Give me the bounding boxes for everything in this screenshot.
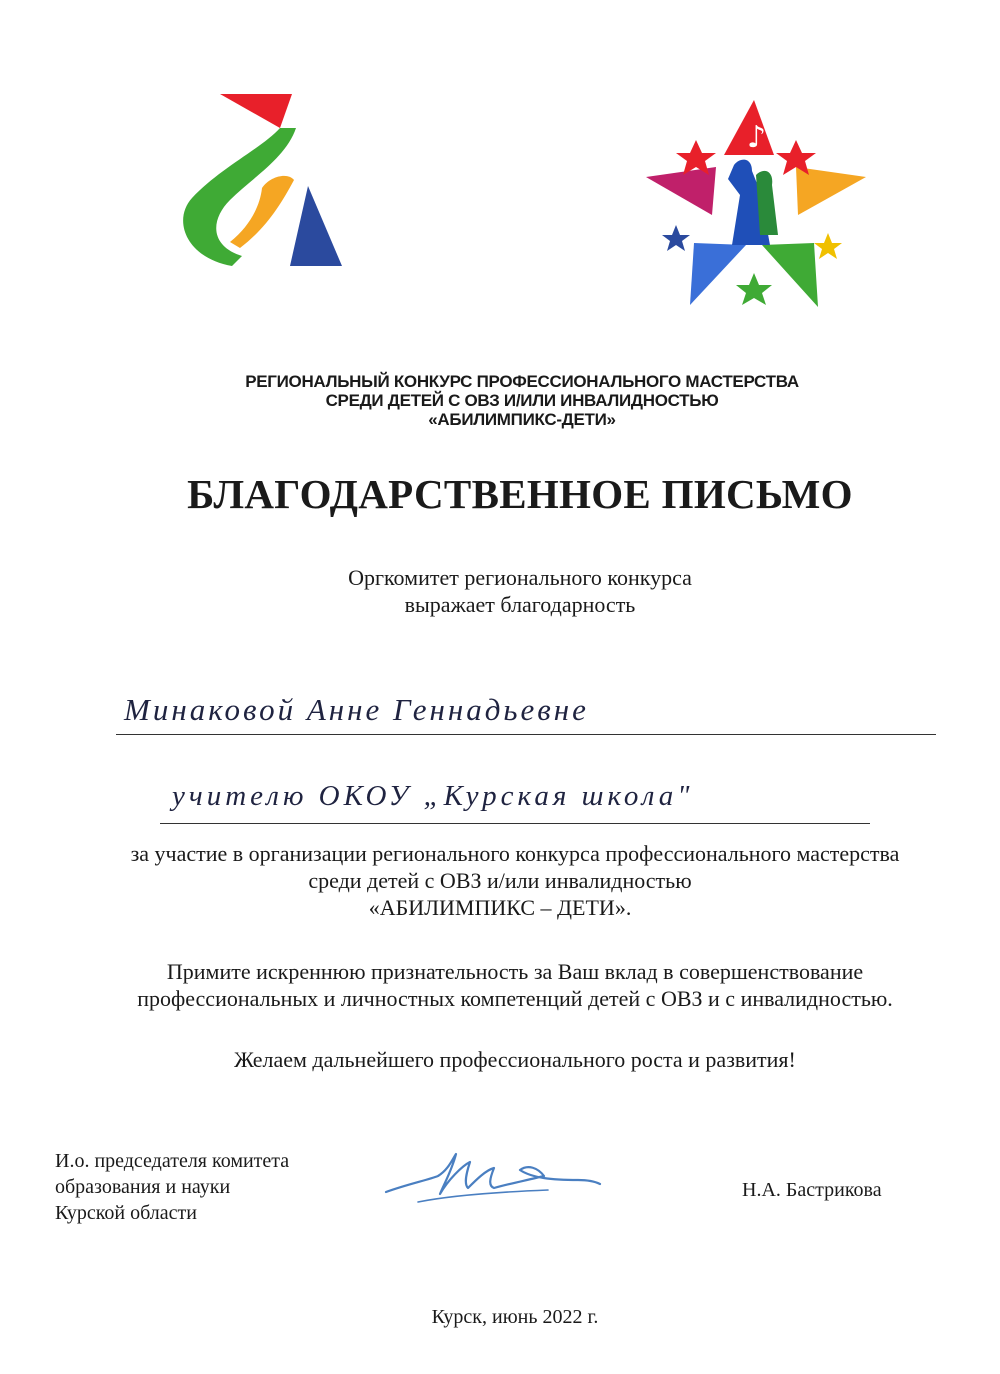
reason-line-1: за участие в организации регионального конкурса профессионального мастерства [130, 841, 900, 866]
abilympics-logo-icon [170, 88, 350, 278]
signer-position-line-2: образования и науки [55, 1176, 231, 1198]
contest-line-2: СРЕДИ ДЕТЕЙ С ОВЗ И/ИЛИ ИНВАЛИДНОСТЬЮ [325, 391, 719, 410]
recipient-role: учителю ОКОУ „Курская школа" [172, 780, 694, 812]
abilympics-children-star-logo-icon [636, 95, 871, 320]
signer-position-line-3: Курской области [55, 1202, 197, 1224]
contest-line-1: РЕГИОНАЛЬНЫЙ КОНКУРС ПРОФЕССИОНАЛЬНОГО МАСТЕРСТВА [245, 372, 799, 391]
signature-icon [378, 1140, 608, 1215]
wishes-text [0, 1046, 1000, 1073]
signer-name: Н.А. Бастрикова [742, 1179, 882, 1201]
signer-position [55, 1148, 289, 1226]
appreciation-line-2: профессиональных и личностных компетенций детей с ОВЗ и с инвалидностью. [137, 986, 893, 1011]
intro-text [0, 564, 1000, 618]
reason-line-2: среди детей с ОВЗ и/или инвалидностью [308, 868, 692, 893]
reason-text [0, 840, 1000, 921]
wishes-line: Желаем дальнейшего профессионального роста и развития! [234, 1047, 796, 1072]
reason-line-3: «АБИЛИМПИКС – ДЕТИ». [368, 895, 632, 920]
footer-place-date [0, 1306, 1000, 1329]
intro-line-2: выражает благодарность [404, 592, 636, 617]
signer-position-line-1: И.о. председателя комитета [55, 1150, 290, 1172]
svg-text:♪: ♪ [747, 120, 767, 155]
intro-line-1: Оргкомитет регионального конкурса [348, 565, 692, 590]
recipient-name: Минаковой Анне Геннадьевне [124, 692, 589, 727]
appreciation-text [0, 958, 1000, 1012]
appreciation-line-1: Примите искреннюю признательность за Ваш вклад в совершенствование [166, 959, 864, 984]
contest-heading [0, 372, 1000, 429]
footer-text: Курск, июнь 2022 г. [431, 1306, 599, 1328]
role-underline [160, 823, 870, 824]
contest-line-3: «АБИЛИМПИКС-ДЕТИ» [428, 410, 616, 429]
document-title: БЛАГОДАРСТВЕННОЕ ПИСЬМО [187, 471, 853, 517]
name-underline [116, 734, 936, 735]
